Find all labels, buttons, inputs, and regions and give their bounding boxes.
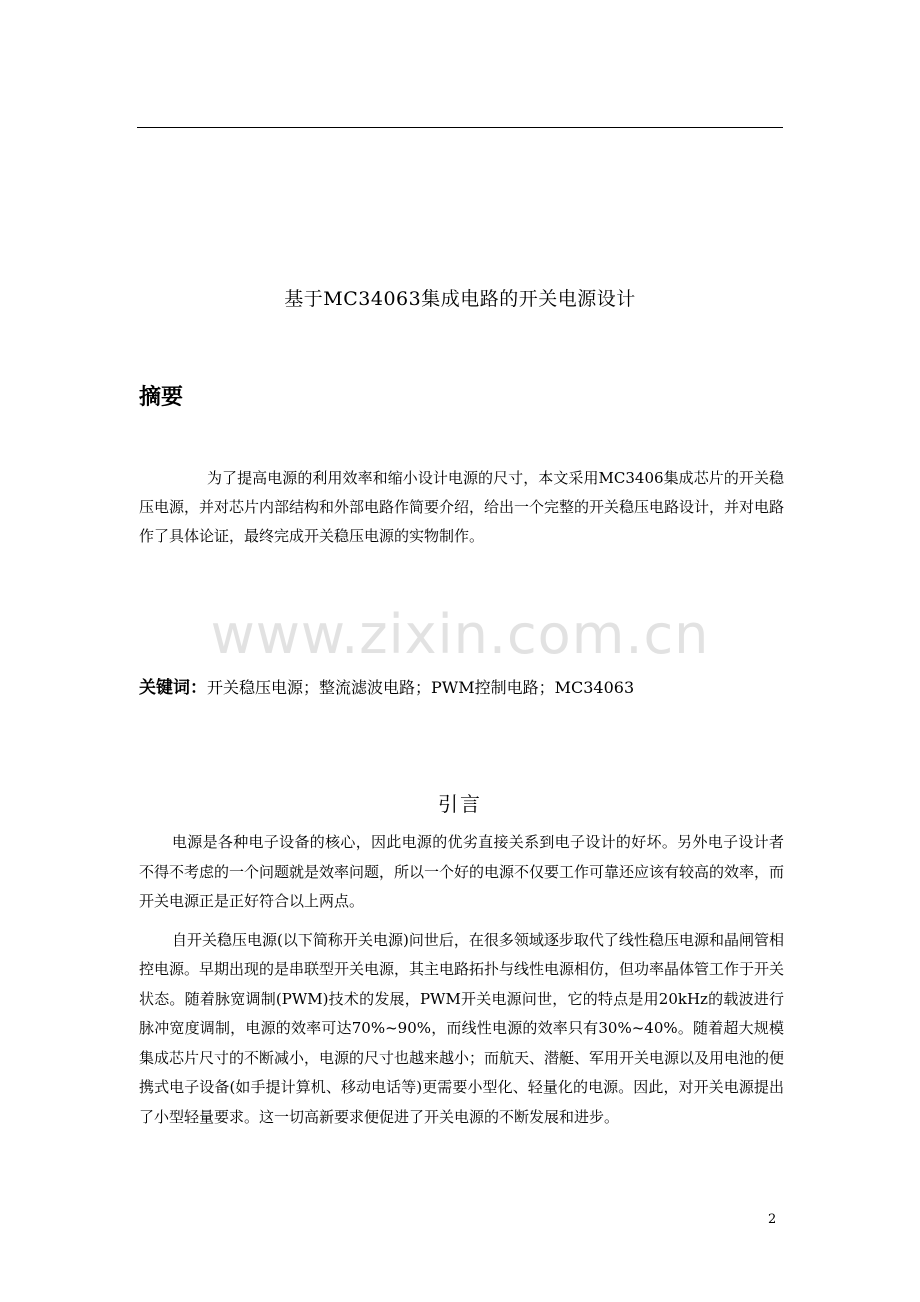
keywords-label: 关键词： xyxy=(139,678,207,698)
intro-paragraph: 电源是各种电子设备的核心，因此电源的优劣直接关系到电子设计的好坏。另外电子设计者不得不考虑的一个问题就是效率问题，所以一个好的电源不仅要工作可靠还应该有较高的效率，而开关电源正是正好符合以上两点。 xyxy=(139,833,785,910)
abstract-heading: 摘要 xyxy=(139,385,184,410)
keywords-text: 开关稳压电源；整流滤波电路；PWM控制电路；MC34063 xyxy=(207,678,635,697)
page-number: 2 xyxy=(768,1212,777,1227)
keywords-line xyxy=(139,673,784,698)
intro-paragraph: 自开关稳压电源(以下简称开关电源)问世后，在很多领域逐步取代了线性稳压电源和晶闸管相控电源。早期出现的是串联型开关电源，其主电路拓扑与线性电源相仿，但功率晶体管工作于开关状态。随着脉宽调制(PWM)技术的发展，PWM开关电源问世，它的特点是用20kHz的载波进行脉冲宽度调制，电源的效率可达70%~90%，而线性电源的效率只有30%~40%。随着超大规模集成芯片尺寸的不断减小，电源的尺寸也越来越小；而航天、潜艇、军用开关电源以及用电池的便携式电子设备(如手提计算机、移动电话等)更需要小型化、轻量化的电源。因此，对开关电源提出了小型轻量要求。这一切高新要求便促进了开关电源的不断发展和进步。 xyxy=(139,930,785,1126)
header-rule xyxy=(137,127,783,128)
document-title: 基于MC34063集成电路的开关电源设计 xyxy=(284,288,636,310)
intro-heading: 引言 xyxy=(438,792,482,816)
watermark: www.zixin.com.cn xyxy=(210,603,710,666)
intro-body xyxy=(139,828,784,1141)
abstract-text: 为了提高电源的利用效率和缩小设计电源的尺寸，本文采用MC3406集成芯片的开关稳压电源，并对芯片内部结构和外部电路作简要介绍，给出一个完整的开关稳压电路设计，并对电路作了具体论证，最终完成开关稳压电源的实物制作。 xyxy=(139,469,785,545)
